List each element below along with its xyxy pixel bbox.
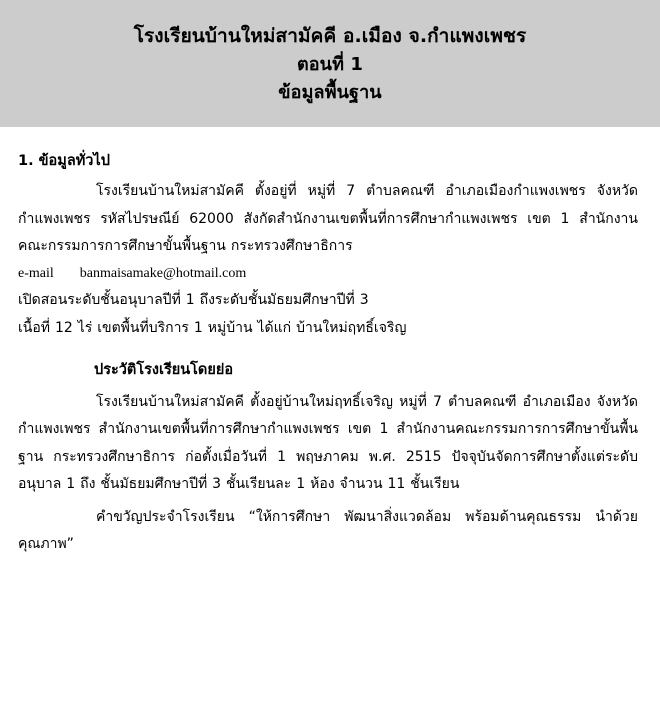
section-subtitle: ข้อมูลพื้นฐาน	[278, 82, 382, 104]
paragraph-school-address: โรงเรียนบ้านใหม่สามัคคี ตั้งอยู่ที่ หมู่ที่ 7 ตำบลคณฑี อำเภอเมืองกำแพงเพชร จังหวัดกำแพงเพชร รหัสไปรษณีย์ 62000 สังกัดสำนักงานเขตพื้นที่การศึกษากำแพงเพชร เขต 1 สำนักงานคณะกรรมการการศึกษาขั้นพื้นฐาน กระทรวงศึกษาธิการ	[18, 183, 638, 254]
document-header-band	[0, 0, 660, 127]
email-label: e-mail	[18, 266, 54, 282]
paragraph-school-motto: คำขวัญประจำโรงเรียน “ให้การศึกษา พัฒนาสิ่งแวดล้อม พร้อมด้านคุณธรรม นำด้วยคุณภาพ”	[18, 509, 638, 553]
heading-school-history: ประวัติโรงเรียนโดยย่อ	[94, 362, 234, 378]
email-address[interactable]: banmaisamake@hotmail.com	[79, 266, 247, 282]
document-body	[0, 127, 660, 559]
school-title: โรงเรียนบ้านใหม่สามัคคี อ.เมือง จ.กำแพงเพชร	[133, 25, 527, 47]
heading-general-info: 1. ข้อมูลทั่วไป	[18, 153, 110, 170]
paragraph-area-service: เนื้อที่ 12 ไร่ เขตพื้นที่บริการ 1 หมู่บ้าน ได้แก่ บ้านใหม่ฤทธิ์เจริญ	[18, 319, 407, 336]
paragraph-grade-levels: เปิดสอนระดับชั้นอนุบาลปีที่ 1 ถึงระดับชั้นมัธยมศึกษาปีที่ 3	[18, 292, 369, 309]
paragraph-school-history: โรงเรียนบ้านใหม่สามัคคี ตั้งอยู่บ้านใหม่ฤทธิ์เจริญ หมู่ที่ 7 ตำบลคณฑี อำเภอเมือง จังหวัด กำแพงเพชร สำนักงานเขตพื้นที่การศึกษากำแพงเพชร เขต 1 สำนักงานคณะกรรมการการศึกษาขั้นพื้นฐาน กระทรวงศึกษาธิการ ก่อตั้งเมื่อวันที่ 1 พฤษภาคม พ.ศ. 2515 ปัจจุบันจัดการศึกษาตั้งแต่ระดับอนุบาล 1 ถึง ชั้นมัธยมศึกษาปีที่ 3 ชั้นเรียนละ 1 ห้อง จำนวน 11 ชั้นเรียน	[18, 394, 638, 492]
section-title: ตอนที่ 1	[296, 54, 364, 76]
email-row	[18, 260, 638, 287]
